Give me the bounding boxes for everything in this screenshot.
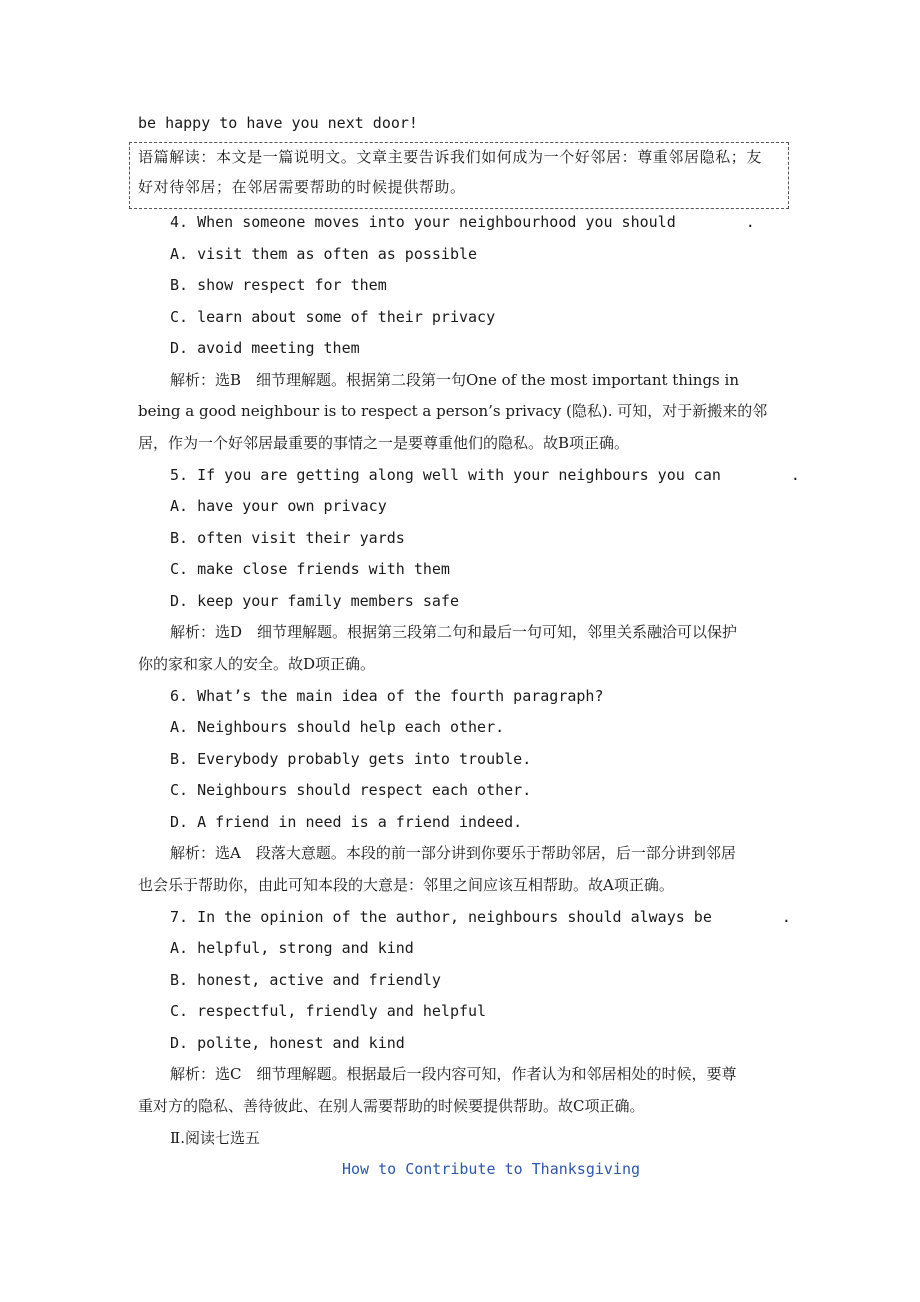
question-7-option-c: C. respectful, friendly and helpful	[170, 1002, 487, 1020]
summary-line-2: 好对待邻居；在邻居需要帮助的时候提供帮助。	[138, 178, 466, 196]
question-6-option-b: B. Everybody probably gets into trouble.	[170, 750, 532, 768]
question-6-analysis-1: 解析：选A 段落大意题。本段的前一部分讲到你要乐于帮助邻居，后一部分讲到邻居	[170, 844, 736, 862]
question-6-analysis-2: 也会乐于帮助你，由此可知本段的大意是：邻里之间应该互相帮助。故A项正确。	[138, 876, 674, 894]
question-5-stem: 5. If you are getting along well with your neighbours you can .	[170, 466, 800, 484]
question-5-analysis-1: 解析：选D 细节理解题。根据第三段第二句和最后一句可知，邻里关系融洽可以保护	[170, 623, 738, 641]
question-4-analysis-1: 解析：选B 细节理解题。根据第二段第一句One of the most important things in	[170, 371, 739, 389]
question-4-option-a: A. visit them as often as possible	[170, 245, 478, 263]
question-6-option-d: D. A friend in need is a friend indeed.	[170, 813, 523, 831]
section-heading: Ⅱ.阅读七选五	[170, 1129, 260, 1147]
question-5-option-c: C. make close friends with them	[170, 560, 450, 578]
summary-line-1: 语篇解读：本文是一篇说明文。文章主要告诉我们如何成为一个好邻居：尊重邻居隐私；友	[138, 148, 763, 166]
question-4-option-b: B. show respect for them	[170, 276, 387, 294]
question-4-analysis-2: being a good neighbour is to respect a person’s privacy (隐私). 可知，对于新搬来的邻	[138, 402, 768, 420]
question-5-analysis-2: 你的家和家人的安全。故D项正确。	[138, 655, 376, 673]
question-5-option-b: B. often visit their yards	[170, 529, 405, 547]
question-7-analysis-2: 重对方的隐私、善待彼此、在别人需要帮助的时候要提供帮助。故C项正确。	[138, 1097, 645, 1115]
question-6-stem: 6. What’s the main idea of the fourth paragraph?	[170, 687, 604, 705]
question-6-option-a: A. Neighbours should help each other.	[170, 718, 505, 736]
question-6-option-c: C. Neighbours should respect each other.	[170, 781, 532, 799]
passage-title: How to Contribute to Thanksgiving	[342, 1160, 641, 1178]
question-7-option-a: A. helpful, strong and kind	[170, 939, 414, 957]
question-5-option-d: D. keep your family members safe	[170, 592, 459, 610]
intro-tail: be happy to have you next door!	[138, 114, 418, 132]
question-4-stem: 4. When someone moves into your neighbourhood you should .	[170, 213, 755, 231]
question-4-analysis-3: 居，作为一个好邻居最重要的事情之一是要尊重他们的隐私。故B项正确。	[138, 434, 630, 452]
question-7-analysis-1: 解析：选C 细节理解题。根据最后一段内容可知，作者认为和邻居相处的时候，要尊	[170, 1065, 737, 1083]
question-4-option-c: C. learn about some of their privacy	[170, 308, 496, 326]
question-5-option-a: A. have your own privacy	[170, 497, 387, 515]
question-7-stem: 7. In the opinion of the author, neighbours should always be .	[170, 908, 791, 926]
question-4-option-d: D. avoid meeting them	[170, 339, 360, 357]
question-7-option-d: D. polite, honest and kind	[170, 1034, 405, 1052]
question-7-option-b: B. honest, active and friendly	[170, 971, 441, 989]
